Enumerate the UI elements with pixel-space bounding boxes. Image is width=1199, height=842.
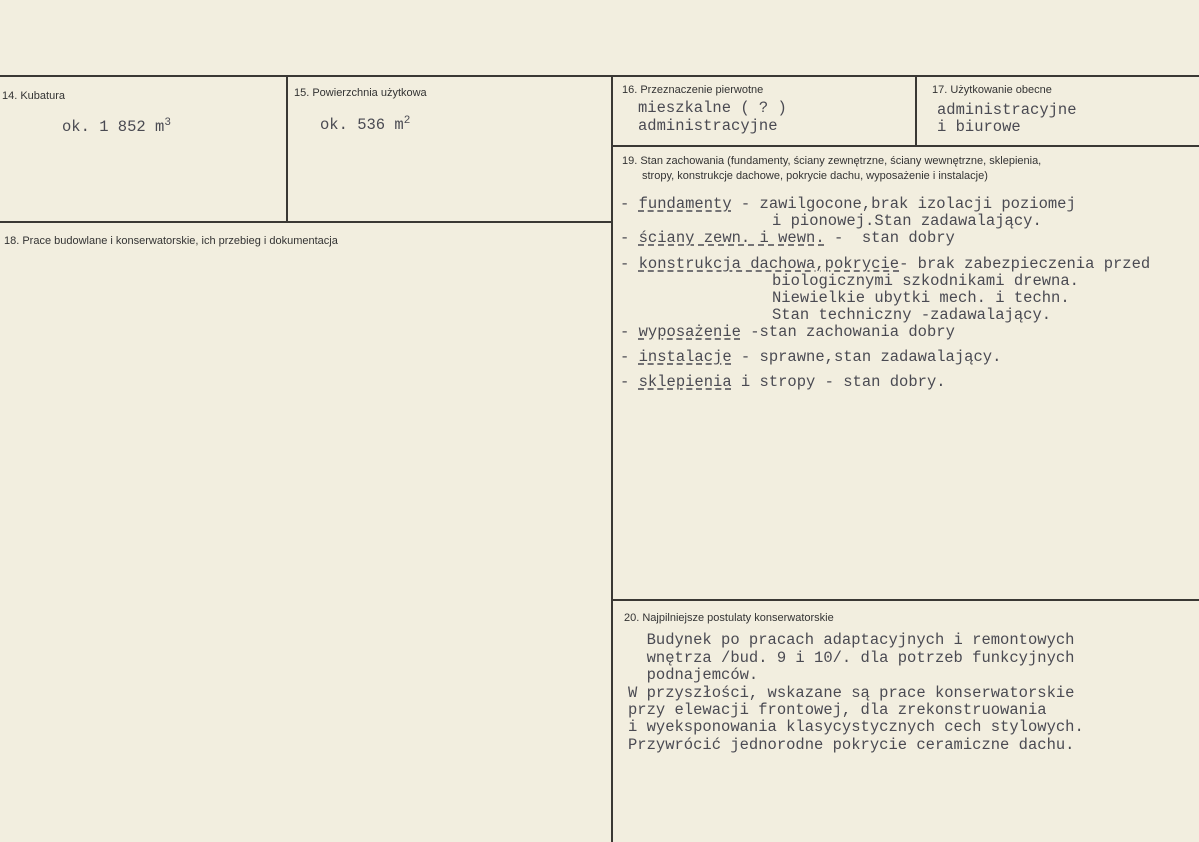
field-20-line-6: i wyeksponowania klasycystycznych cech stylowych. [628, 718, 1084, 736]
field-15-value: ok. 536 $m^2$ [320, 115, 411, 135]
right-horizontal-divider-2 [612, 599, 1199, 601]
item-konstrukcja-cont-3: Stan techniczny -zadawalający. [772, 306, 1052, 324]
right-horizontal-divider-1 [612, 145, 1199, 147]
field-17-line-2: i biurowe [937, 118, 1021, 136]
field-16-label: 16. Przeznaczenie pierwotne [622, 84, 764, 96]
field-20-line-2: wnętrza /bud. 9 i 10/. dla potrzeb funkcyjnych [628, 649, 1075, 667]
item-konstrukcja: - konstrukcja dachowa,pokrycie- brak zabezpieczenia przed [620, 255, 1151, 273]
field-14-value: ok. 1 852 $m^3$ [62, 117, 171, 137]
item-instalacje: - instalacje - sprawne,stan zadawalający. [620, 348, 1002, 366]
field-17-label: 17. Użytkowanie obecne [932, 84, 1052, 96]
field-16-line-2: administracyjne [638, 117, 778, 135]
divider-16-17 [915, 76, 917, 146]
item-wyposazenie: - wyposażenie -stan zachowania dobry [620, 323, 955, 341]
field-20-line-5: przy elewacji frontowej, dla zrekonstruowania [628, 701, 1047, 719]
field-20-line-1: Budynek po pracach adaptacyjnych i remontowych [628, 631, 1075, 649]
field-17-line-1: administracyjne [937, 101, 1077, 119]
field-19-label-1: 19. Stan zachowania (fundamenty, ściany zewnętrzne, ściany wewnętrzne, sklepienia, [622, 155, 1042, 167]
top-border [0, 75, 1199, 77]
field-14-label: 14. Kubatura [2, 90, 65, 102]
item-konstrukcja-cont-2: Niewielkie ubytki mech. i techn. [772, 289, 1070, 307]
item-fundamenty: - fundamenty - zawilgocone,brak izolacji poziomej [620, 195, 1076, 213]
field-19-label-2: stropy, konstrukcje dachowe, pokrycie dachu, wyposażenie i instalacje) [642, 170, 988, 182]
field-15-label: 15. Powierzchnia użytkowa [294, 87, 427, 99]
item-konstrukcja-cont-1: biologicznymi szkodnikami drewna. [772, 272, 1079, 290]
field-20-line-3: podnajemców. [628, 666, 759, 684]
field-20-line-7: Przywrócić jednorodne pokrycie ceramiczne dachu. [628, 736, 1075, 754]
main-vertical-divider [611, 76, 613, 842]
left-horizontal-divider [0, 221, 612, 223]
field-20-label: 20. Najpilniejsze postulaty konserwatorskie [624, 612, 834, 624]
divider-14-15 [286, 76, 288, 222]
field-16-line-1: mieszkalne ( ? ) [638, 99, 787, 117]
item-fundamenty-cont: i pionowej.Stan zadawalający. [772, 212, 1042, 230]
item-sklepienia: - sklepienia i stropy - stan dobry. [620, 373, 946, 391]
field-20-line-4: W przyszłości, wskazane są prace konserwatorskie [628, 684, 1075, 702]
field-18-label: 18. Prace budowlane i konserwatorskie, ich przebieg i dokumentacja [4, 235, 338, 247]
item-sciany: - ściany zewn. i wewn. - stan dobry [620, 229, 955, 247]
